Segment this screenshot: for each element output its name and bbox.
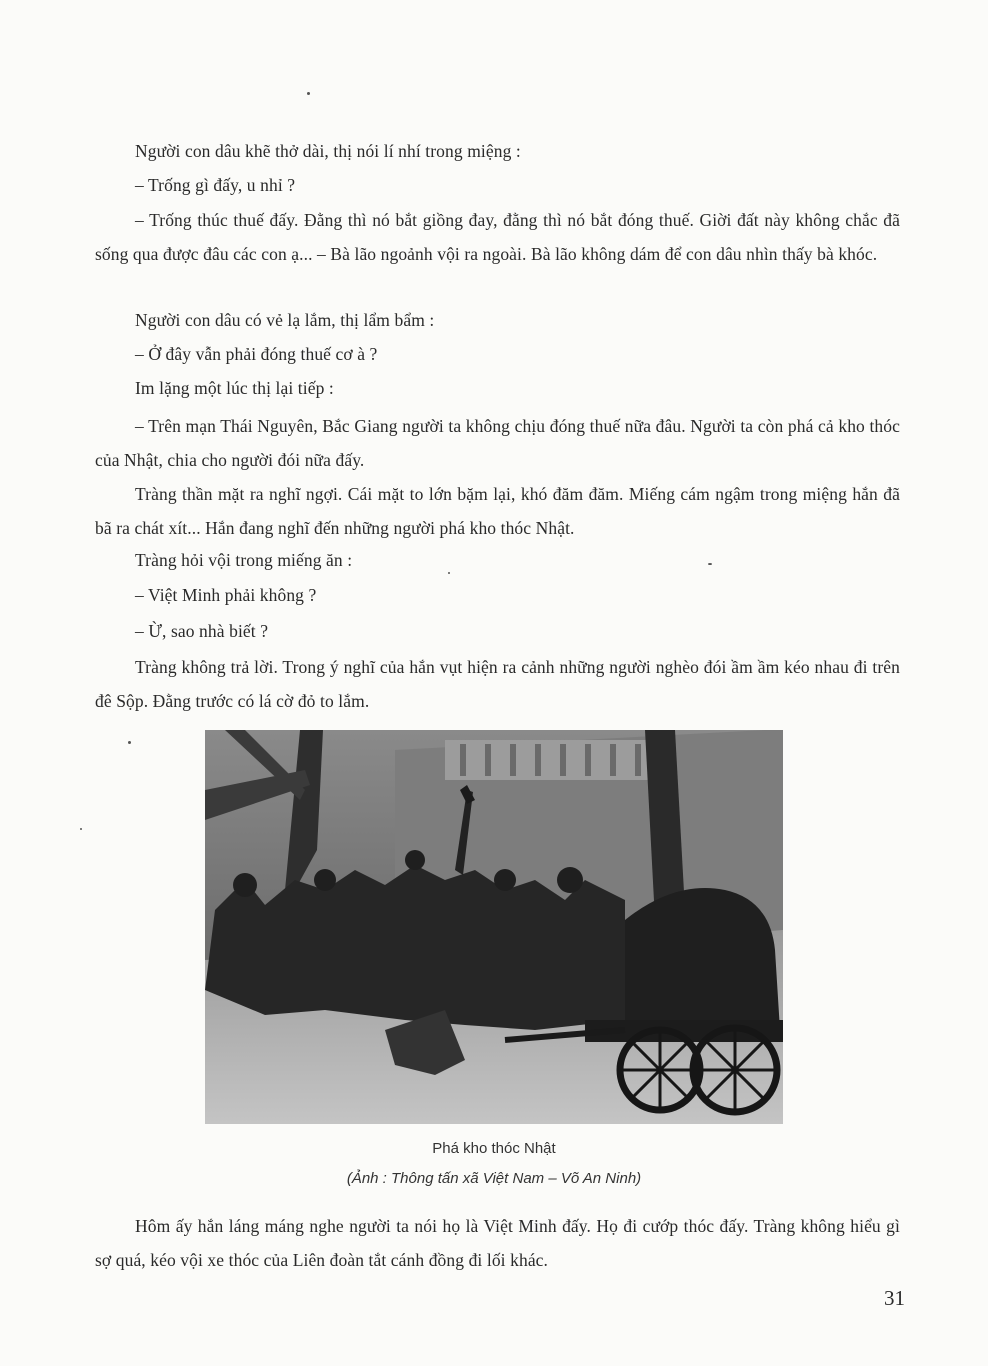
photo-caption: Phá kho thóc Nhật [432, 1140, 556, 1157]
paragraph: Hôm ấy hắn láng máng nghe người ta nói họ là Việt Minh đấy. Họ đi cướp thóc đấy. Tràng không hiểu gì sợ quá, kéo vội xe thóc của Liên đoàn tắt cánh đồng đi lối khác. [95, 1216, 900, 1270]
crowd-head [233, 873, 257, 897]
paragraph: – Trống gì đấy, u nhỉ ? [135, 175, 296, 195]
page-number: 31 [884, 1286, 905, 1310]
paragraph: Tràng hỏi vội trong miếng ăn : [135, 550, 353, 570]
paragraph: – Ở đây vẫn phải đóng thuế cơ à ? [135, 344, 378, 364]
paragraph: Tràng thần mặt ra nghĩ ngợi. Cái mặt to lớn bặm lại, khó đăm đăm. Miếng cám ngậm trong miệng hắn đã bã ra chát xít... Hắn đang nghĩ đến những người phá kho thóc Nhật. [95, 484, 900, 538]
cart-load [625, 888, 780, 1030]
print-speck [128, 741, 131, 744]
photo-credit: (Ảnh : Thông tấn xã Việt Nam – Võ An Ninh) [346, 1170, 642, 1187]
building-balustrade [445, 740, 665, 780]
photo-illustration [205, 730, 783, 1124]
crowd-head [494, 869, 516, 891]
historical-photo [205, 730, 783, 1124]
paragraph: – Ừ, sao nhà biết ? [135, 621, 269, 641]
cart-wheel-left [620, 1030, 700, 1110]
paragraph: – Trống thúc thuế đấy. Đằng thì nó bắt giồng đay, đằng thì nó bắt đóng thuế. Giời đất này không chắc đã sống qua được đâu các con ạ... – Bà lão ngoảnh vội ra ngoài. Bà lão không dám để con dâu nhìn thấy bà khóc. [95, 210, 900, 264]
print-speck [307, 92, 310, 95]
paragraph: Người con dâu có vẻ lạ lắm, thị lẩm bẩm : [135, 310, 435, 330]
paragraph: Tràng không trả lời. Trong ý nghĩ của hắn vụt hiện ra cảnh những người nghèo đói ầm ầm kéo nhau đi trên đê Sộp. Đằng trước có lá cờ đỏ to lắm. [95, 657, 900, 711]
print-speck [80, 828, 82, 830]
crowd-head [557, 867, 583, 893]
crowd-head [405, 850, 425, 870]
crowd-head [314, 869, 336, 891]
paragraph: Im lặng một lúc thị lại tiếp : [135, 378, 334, 398]
paragraph: – Trên mạn Thái Nguyên, Bắc Giang người ta không chịu đóng thuế nữa đâu. Người ta còn phá cả kho thóc của Nhật, chia cho người đói nữa đấy. [95, 416, 900, 470]
paragraph: Người con dâu khẽ thở dài, thị nói lí nhí trong miệng : [135, 141, 521, 161]
paragraph: – Việt Minh phải không ? [135, 585, 317, 605]
cart-wheel-right [693, 1028, 777, 1112]
